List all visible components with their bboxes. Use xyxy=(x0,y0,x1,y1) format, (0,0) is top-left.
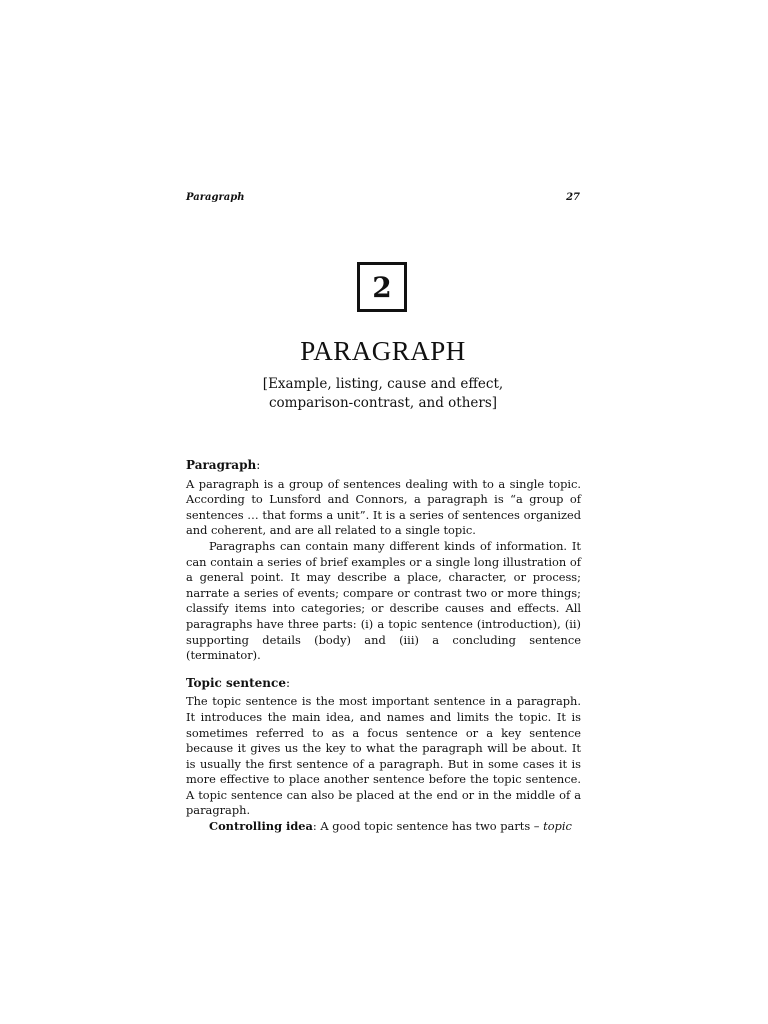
chapter-subtitle-line-1: [Example, listing, cause and effect, xyxy=(262,376,504,392)
running-head-title: Paragraph xyxy=(186,192,245,203)
controlling-idea-italic: topic xyxy=(543,819,572,834)
topic-sentence-definition: The topic sentence is the most important sentence in a paragraph. It introduces the main idea, and names and limits the topic. It is sometimes referred to as a focus sentence or a key sentence because it gives us the key to what the paragraph will be about. It is usually the first sentence of a paragraph. But in some cases it is more effective to place another sentence before the topic sentence. A topic sentence can also be placed at the end or in the middle of a paragraph. xyxy=(186,694,581,818)
section-heading-paragraph-text: Paragraph xyxy=(186,458,257,472)
page-number: 27 xyxy=(566,192,580,203)
section-heading-topic-sentence xyxy=(186,676,581,692)
paragraph-contents: Paragraphs can contain many different kinds of information. It can contain a series of brief examples or a single long illustration of a general point. It may describe a place, character, or process; narrate a series of events; compare or contrast two or more things; classify items into categories; or describe causes and effects. All paragraphs have three parts: (i) a topic sentence (introduction), (ii) supporting details (body) and (iii) a concluding sentence (terminator). xyxy=(186,538,581,663)
chapter-title: PARAGRAPH xyxy=(300,336,466,366)
chapter-subtitle xyxy=(186,375,580,413)
running-head xyxy=(186,192,580,203)
controlling-idea-text: : A good topic sentence has two parts – xyxy=(312,819,544,834)
chapter-number-box xyxy=(357,262,407,312)
body-text xyxy=(186,458,581,835)
section-heading-topic-sentence-colon: : xyxy=(285,675,290,690)
section-heading-paragraph xyxy=(186,458,581,474)
chapter-subtitle-line-2: comparison-contrast, and others] xyxy=(268,395,498,411)
controlling-idea-paragraph xyxy=(186,819,581,835)
paragraph-definition: A paragraph is a group of sentences dealing with to a single topic. According to Lunsford and Connors, a paragraph is “a group of sentences … that forms a unit”. It is a series of sentences organized and coherent, and are all related to a single topic. xyxy=(186,476,581,538)
section-heading-topic-sentence-text: Topic sentence xyxy=(186,675,286,690)
section-heading-paragraph-colon: : xyxy=(256,458,261,472)
chapter-number: 2 xyxy=(372,270,392,304)
controlling-idea-lead: Controlling idea xyxy=(209,819,313,834)
section-gap xyxy=(186,664,581,676)
